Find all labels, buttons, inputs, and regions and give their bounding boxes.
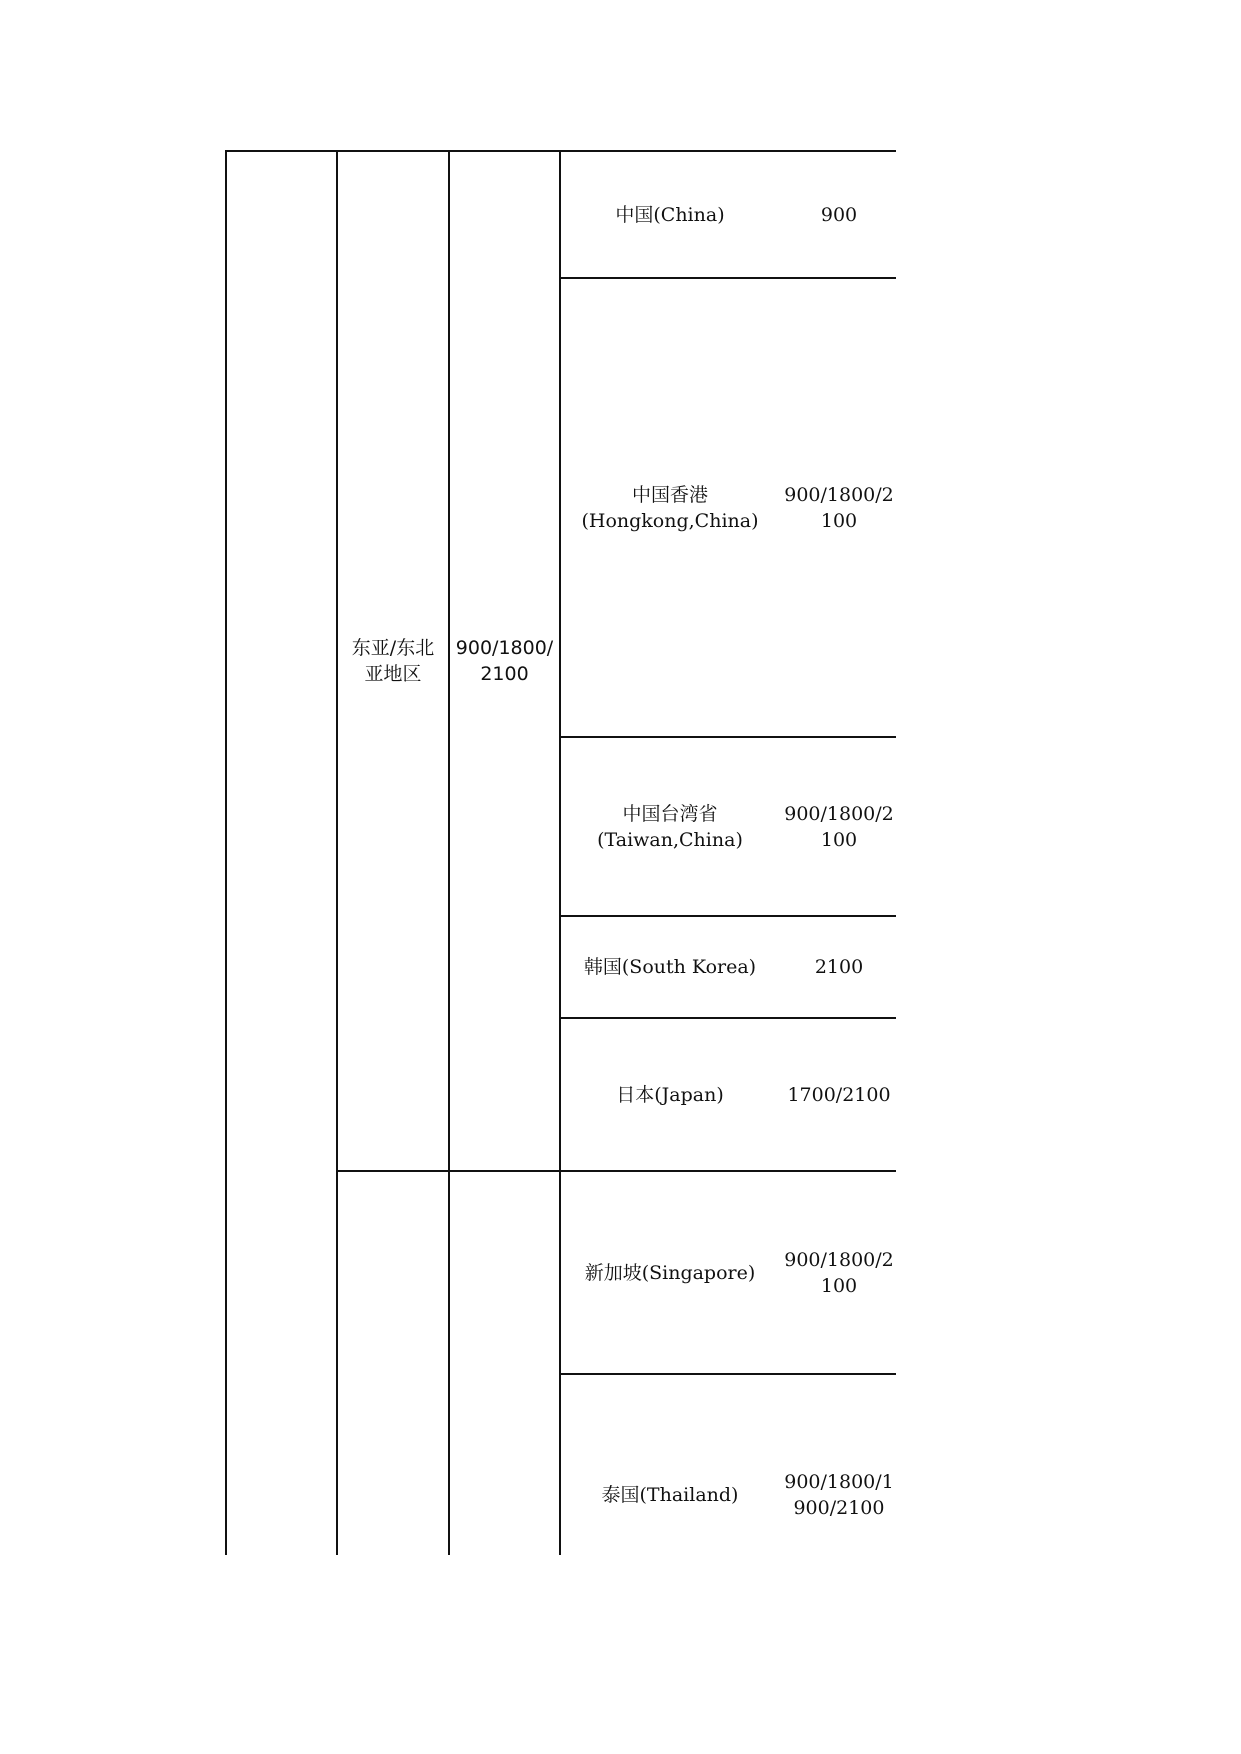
country-cell <box>561 152 779 277</box>
country-cell <box>561 738 779 915</box>
country-bands: 900/1800/1 900/2100 <box>784 1471 894 1519</box>
country-name: 中国(China) <box>615 203 725 226</box>
country-cell <box>561 1172 779 1373</box>
country-name: 中国台湾省 (Taiwan,China) <box>597 802 743 851</box>
country-name: 泰国(Thailand) <box>601 1484 739 1506</box>
bands-cell <box>779 1019 899 1170</box>
bands-cell <box>779 152 899 277</box>
bands-cell <box>779 1172 899 1373</box>
region-name: 东亚/东北 亚地区 <box>351 637 435 685</box>
country-name: 新加坡(Singapore) <box>584 1261 756 1284</box>
country-name: 日本(Japan) <box>616 1083 724 1106</box>
country-bands: 900 <box>820 203 858 226</box>
country-bands: 2100 <box>814 956 864 978</box>
country-bands: 1700/2100 <box>787 1083 891 1106</box>
country-cell <box>561 1375 779 1615</box>
bands-cell <box>779 917 899 1017</box>
region-bands-cell <box>450 152 559 1170</box>
country-bands: 900/1800/2 100 <box>784 802 894 851</box>
country-name: 韩国(South Korea) <box>583 956 757 978</box>
bands-cell <box>779 279 899 736</box>
bands-cell <box>779 738 899 915</box>
region-name-cell <box>338 152 448 1170</box>
country-cell <box>561 279 779 736</box>
country-cell <box>561 917 779 1017</box>
country-cell <box>561 1019 779 1170</box>
country-name: 中国香港 (Hongkong,China) <box>581 483 759 532</box>
region-bands: 900/1800/ 2100 <box>455 637 554 685</box>
bands-cell <box>779 1375 899 1615</box>
table-border-left <box>225 150 227 1555</box>
country-bands: 900/1800/2 100 <box>784 483 894 532</box>
country-bands: 900/1800/2 100 <box>784 1248 894 1297</box>
